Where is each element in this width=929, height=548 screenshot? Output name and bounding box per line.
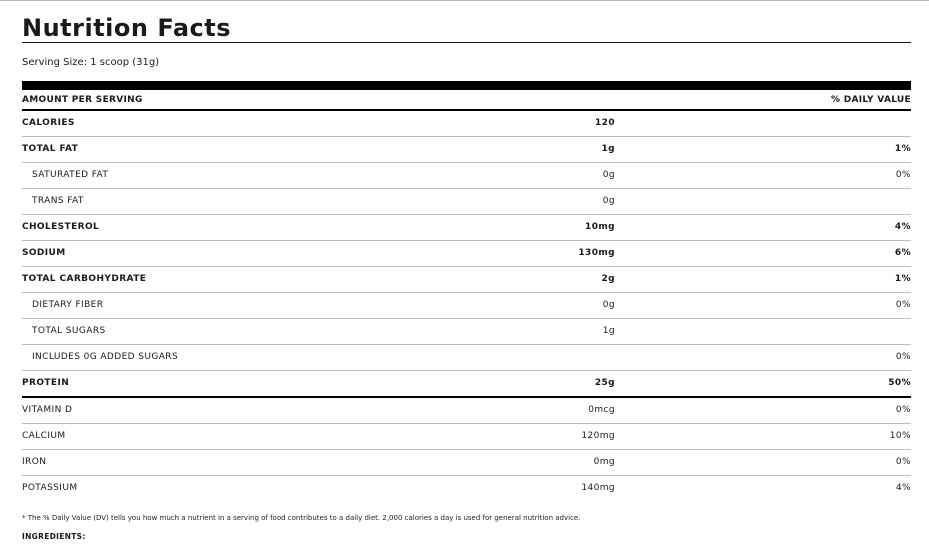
nutrient-row-sodium bbox=[22, 241, 911, 267]
nutrient-label: TOTAL SUGARS bbox=[32, 326, 106, 336]
nutrient-row-cholesterol bbox=[22, 215, 911, 241]
table-header bbox=[22, 90, 911, 111]
nutrient-row-added-sugars bbox=[22, 345, 911, 371]
nutrient-label: PROTEIN bbox=[22, 378, 70, 388]
nutrient-row-trans-fat bbox=[22, 189, 911, 215]
nutrient-label: IRON bbox=[22, 457, 47, 467]
nutrient-daily-value: 1% bbox=[894, 274, 911, 284]
nutrient-daily-value: 50% bbox=[888, 378, 911, 388]
nutrient-daily-value: 0% bbox=[895, 352, 911, 362]
nutrient-label: SATURATED FAT bbox=[32, 170, 109, 180]
nutrient-amount: 25g bbox=[594, 378, 615, 388]
nutrient-amount: 1g bbox=[601, 144, 615, 154]
nutrient-daily-value: 6% bbox=[894, 248, 911, 258]
ingredients-label: INGREDIENTS: bbox=[22, 532, 86, 541]
serving-size: Serving Size: 1 scoop (31g) bbox=[22, 57, 160, 68]
nutrient-daily-value: 0% bbox=[895, 300, 911, 310]
nutrient-label: CALORIES bbox=[22, 118, 75, 128]
nutrient-amount: 120 bbox=[595, 118, 615, 128]
nutrient-row-calcium bbox=[22, 424, 911, 450]
nutrient-amount: 1g bbox=[602, 326, 615, 336]
nutrient-row-saturated-fat bbox=[22, 163, 911, 189]
nutrient-daily-value: 10% bbox=[889, 431, 911, 441]
nutrient-label: SODIUM bbox=[22, 248, 66, 258]
nutrient-row-vitamin-d bbox=[22, 398, 911, 424]
nutrient-amount: 0g bbox=[602, 196, 615, 206]
nutrient-row-total-sugars bbox=[22, 319, 911, 345]
nutrition-facts-panel bbox=[22, 14, 911, 541]
nutrient-row-iron bbox=[22, 450, 911, 476]
nutrient-row-total-carbohydrate bbox=[22, 267, 911, 293]
nutrient-amount: 0g bbox=[602, 170, 615, 180]
daily-value-footnote: * The % Daily Value (DV) tells you how much a nutrient in a serving of food contributes to a daily diet. 2,000 calories a day is used for general nutrition advice. bbox=[22, 514, 581, 522]
nutrient-daily-value: 0% bbox=[895, 457, 911, 467]
nutrient-daily-value: 0% bbox=[895, 170, 911, 180]
nutrient-label: VITAMIN D bbox=[22, 405, 73, 415]
amount-per-serving-header: AMOUNT PER SERVING bbox=[22, 94, 143, 105]
page-title: Nutrition Facts bbox=[22, 14, 911, 43]
nutrient-label: CALCIUM bbox=[22, 431, 66, 441]
nutrient-amount: 0mcg bbox=[588, 405, 615, 415]
nutrient-amount: 140mg bbox=[581, 483, 615, 493]
nutrient-row-potassium bbox=[22, 476, 911, 501]
nutrient-label: TRANS FAT bbox=[32, 196, 84, 206]
nutrient-amount: 0g bbox=[602, 300, 615, 310]
nutrient-daily-value: 1% bbox=[894, 144, 911, 154]
nutrient-label: INCLUDES 0G ADDED SUGARS bbox=[32, 352, 179, 362]
nutrient-amount: 10mg bbox=[585, 222, 615, 232]
nutrient-amount: 120mg bbox=[581, 431, 615, 441]
nutrient-daily-value: 4% bbox=[894, 222, 911, 232]
top-divider bbox=[0, 0, 929, 1]
nutrient-amount: 0mg bbox=[593, 457, 615, 467]
nutrient-daily-value: 0% bbox=[895, 405, 911, 415]
nutrient-label: TOTAL FAT bbox=[22, 144, 79, 154]
daily-value-header: % DAILY VALUE bbox=[830, 94, 911, 105]
nutrient-amount: 2g bbox=[601, 274, 615, 284]
nutrient-row-dietary-fiber bbox=[22, 293, 911, 319]
nutrient-daily-value: 4% bbox=[895, 483, 911, 493]
nutrient-label: POTASSIUM bbox=[22, 483, 78, 493]
nutrient-row-protein bbox=[22, 371, 911, 398]
thick-divider bbox=[22, 81, 911, 90]
nutrient-amount: 130mg bbox=[578, 248, 615, 258]
nutrient-label: TOTAL CARBOHYDRATE bbox=[22, 274, 147, 284]
nutrient-row-total-fat bbox=[22, 137, 911, 163]
nutrient-row-calories bbox=[22, 111, 911, 137]
nutrient-label: CHOLESTEROL bbox=[22, 222, 100, 232]
nutrient-label: DIETARY FIBER bbox=[32, 300, 104, 310]
